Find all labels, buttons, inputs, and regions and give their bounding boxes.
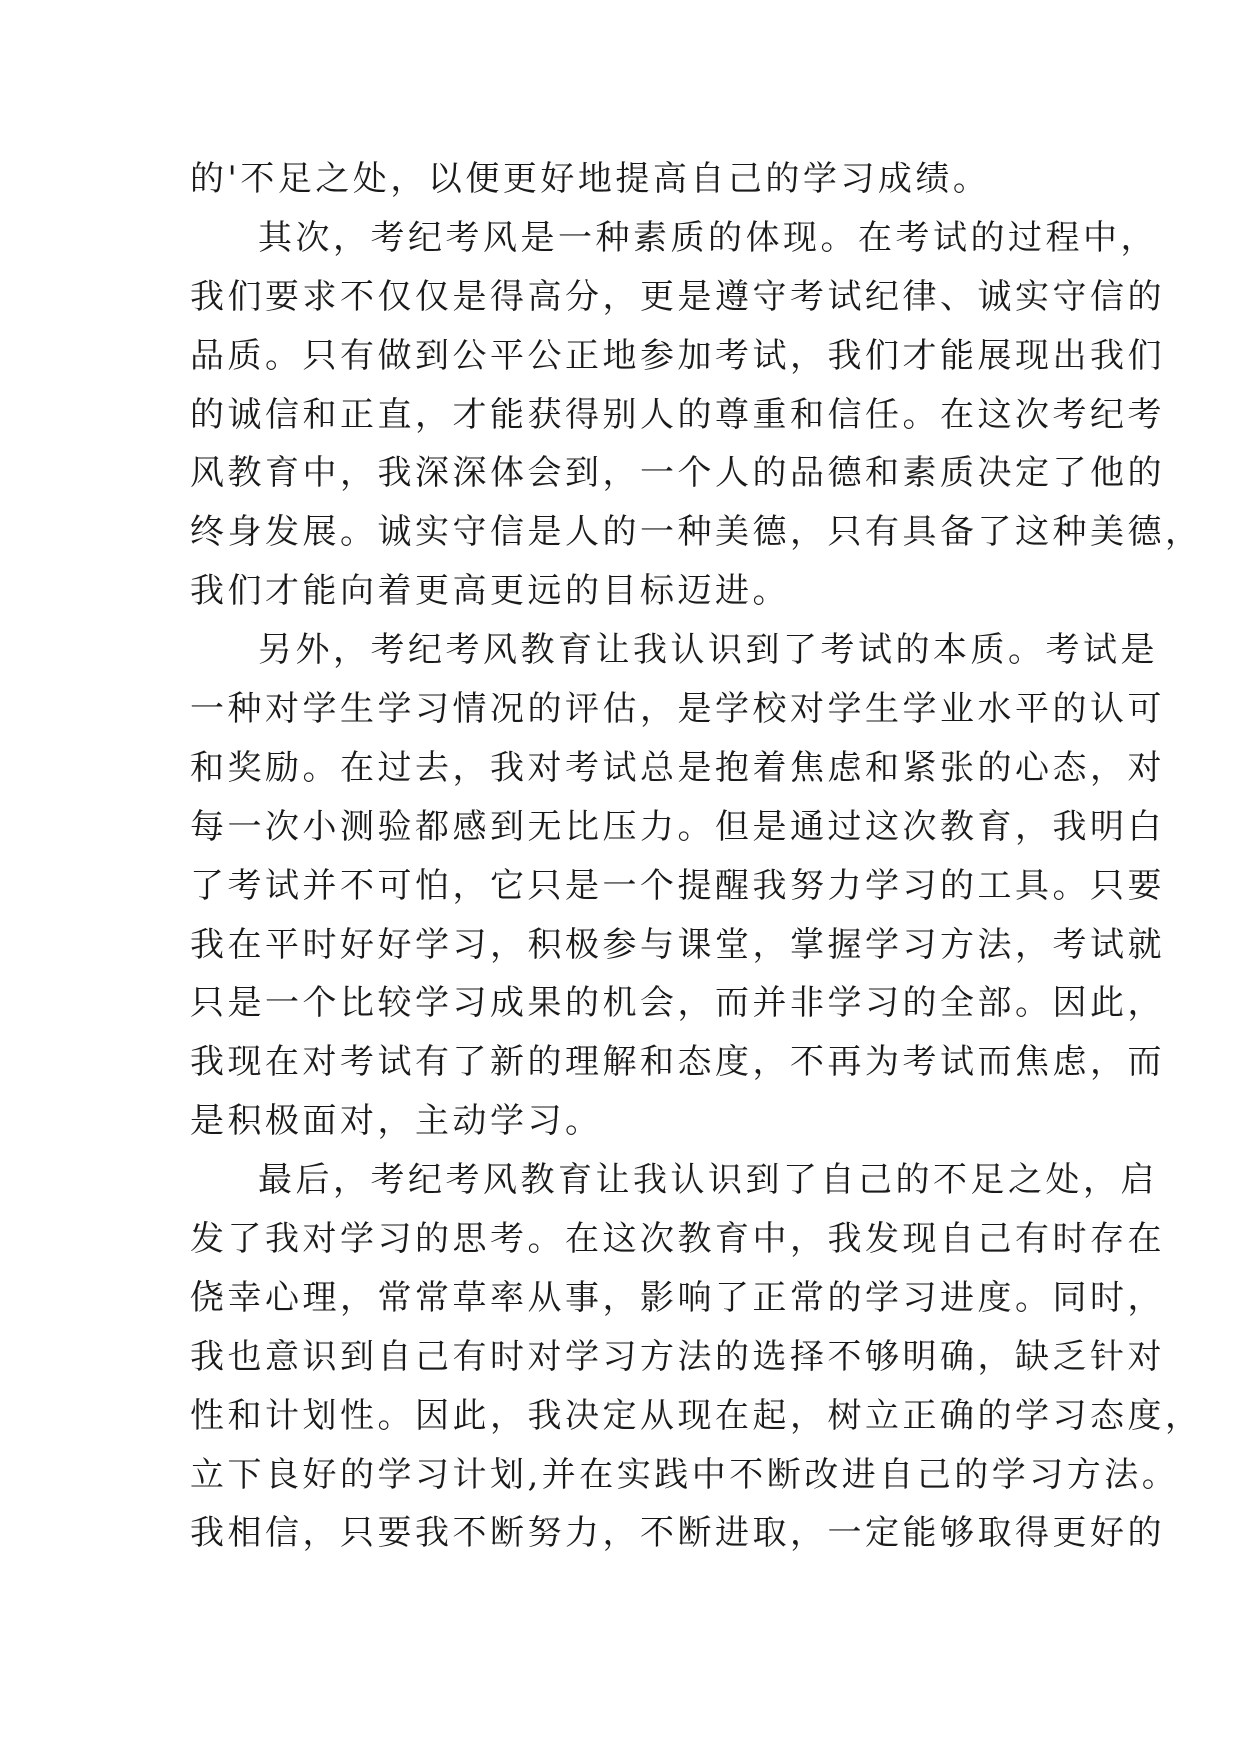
text-line: 终身发展。诚实守信是人的一种美德，只有具备了这种美德， (190, 512, 1203, 553)
text-line: 是积极面对，主动学习。 (190, 1101, 603, 1142)
text-line: 我现在对考试有了新的理解和态度，不再为考试而焦虑，而 (190, 1042, 1165, 1083)
text-line: 和奖励。在过去，我对考试总是抱着焦虑和紧张的心态，对 (190, 747, 1165, 788)
document-body (190, 150, 1203, 1563)
text-line: 我在平时好好学习，积极参与课堂，掌握学习方法，考试就 (190, 924, 1165, 965)
text-line: 我们要求不仅仅是得高分，更是遵守考试纪律、诚实守信的 (190, 276, 1165, 317)
text-line: 我也意识到自己有时对学习方法的选择不够明确，缺乏针对 (190, 1336, 1165, 1377)
text-line: 我相信，只要我不断努力，不断进取，一定能够取得更好的 (190, 1513, 1165, 1554)
text-line: 一种对学生学习情况的评估，是学校对学生学业水平的认可 (190, 689, 1165, 730)
text-line: 发了我对学习的思考。在这次教育中，我发现自己有时存在 (190, 1219, 1165, 1260)
text-line: 侥幸心理，常常草率从事，影响了正常的学习进度。同时， (190, 1277, 1165, 1318)
text-line: 性和计划性。因此，我决定从现在起，树立正确的学习态度， (190, 1395, 1203, 1436)
text-line: 品质。只有做到公平公正地参加考试，我们才能展现出我们 (190, 335, 1165, 376)
text-line: 只是一个比较学习成果的机会，而并非学习的全部。因此， (190, 983, 1165, 1024)
text-line: 立下良好的学习计划,并在实践中不断改进自己的学习方法。 (190, 1454, 1180, 1495)
text-line: 的诚信和正直，才能获得别人的尊重和信任。在这次考纪考 (190, 394, 1165, 435)
text-line: 了考试并不可怕，它只是一个提醒我努力学习的工具。只要 (190, 865, 1165, 906)
text-line: 每一次小测验都感到无比压力。但是通过这次教育，我明白 (190, 806, 1165, 847)
text-line: 的'不足之处，以便更好地提高自己的学习成绩。 (190, 159, 991, 199)
text-line: 最后，考纪考风教育让我认识到了自己的不足之处，启 (258, 1160, 1158, 1201)
text-line: 风教育中，我深深体会到，一个人的品德和素质决定了他的 (190, 453, 1165, 494)
text-line: 另外，考纪考风教育让我认识到了考试的本质。考试是 (258, 630, 1158, 671)
text-line: 其次，考纪考风是一种素质的体现。在考试的过程中， (258, 217, 1158, 258)
text-line: 我们才能向着更高更远的目标迈进。 (190, 571, 790, 612)
